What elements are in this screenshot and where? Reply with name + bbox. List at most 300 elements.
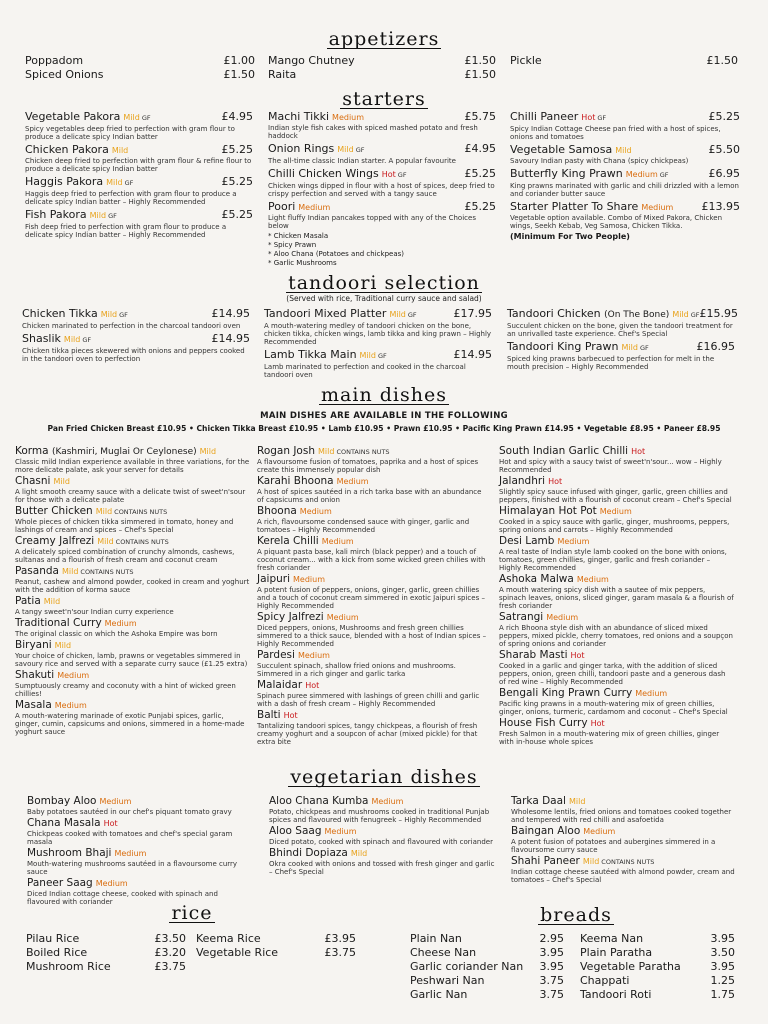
menu-item: [499, 649, 734, 686]
menu-item: [499, 611, 734, 648]
spice-level: Mild: [350, 849, 368, 858]
item-price: 3.95: [539, 960, 564, 973]
menu-item: [410, 974, 564, 988]
gluten-free-badge: GF: [639, 344, 649, 352]
item-description: Chicken tikka pieces skewered with onions and peppers cooked in the tandoori oven to perfection: [22, 347, 245, 363]
item-description: A mouth-watering medley of tandoori chicken on the bone, chicken tikka, chicken wings, lamb tikka and king prawn – Highly Recommended: [264, 322, 492, 346]
gluten-free-badge: GF: [397, 171, 407, 179]
spice-level: Medium: [557, 537, 590, 546]
item-description: Mouth-watering mushrooms sautéed in a flavoursome curry sauce: [27, 860, 238, 876]
item-description: A rich Bhoona style dish with an abundance of sliced mixed peppers, mixed pickle, cherry tomatoes, red onions and a soupçon of spring onions and coriander: [499, 624, 733, 648]
appetizers-col-1: [25, 54, 255, 82]
item-name: Ashoka Malwa: [499, 573, 574, 585]
appetizers-col-3: [510, 54, 738, 68]
starters-heading: starters: [342, 88, 426, 110]
item-price: £6.95: [708, 167, 740, 180]
item-description: Fresh Salmon in a mouth-watering mix of green chillies, ginger with in-house whole spices: [499, 730, 720, 746]
tandoori-col-3: [507, 307, 739, 373]
item-description: A potent fusion of peppers, onions, ginger, garlic, green chillies and a touch of coconut cream simmered in exotic Jaipuri spices – Highly Recommended: [257, 586, 485, 610]
menu-item: [25, 143, 253, 173]
breads-col-1: [410, 932, 564, 1002]
contains-nuts-badge: CONTAINS NUTS: [601, 858, 655, 866]
menu-item: [15, 669, 250, 698]
item-description: Spinach puree simmered with lashings of green chilli and garlic with a dash of fresh cream – Highly Recommended: [257, 692, 480, 708]
item-description: Chickpeas cooked with tomatoes and chef's special garam masala: [27, 830, 233, 846]
rice-col-1: [26, 932, 186, 974]
menu-item: [25, 54, 255, 68]
spice-level: Medium: [298, 203, 331, 212]
menu-item: [15, 475, 250, 504]
menu-item: [15, 699, 250, 736]
spice-level: Medium: [99, 797, 132, 806]
gluten-free-badge: GF: [82, 336, 92, 344]
tandoori-col-2: [264, 307, 492, 381]
item-description: Succulent chicken on the bone, given the tandoori treatment for an unrivalled taste experience. Chef's Special: [507, 322, 733, 338]
item-name: Mango Chutney: [268, 54, 355, 67]
item-name: Jalandhri: [499, 475, 546, 487]
menu-item: [27, 817, 252, 846]
item-description: Sumptuously creamy and coconuty with a hint of wicked green chillies!: [15, 682, 236, 698]
main-col-2: [257, 445, 489, 747]
spice-level: Mild: [53, 477, 70, 486]
item-name: Mushroom Bhaji: [27, 847, 112, 859]
item-price: £4.95: [464, 142, 496, 155]
item-description: King prawns marinated with garlic and chili drizzled with a lemon and coriander butter sauce: [510, 182, 739, 198]
appetizers-col-2: [268, 54, 496, 82]
item-name: Masala: [15, 699, 52, 711]
spice-level: Mild: [63, 335, 81, 344]
item-price: £5.25: [464, 167, 496, 180]
menu-item: [511, 855, 741, 884]
menu-item: [22, 332, 250, 363]
item-name: Malaidar: [257, 679, 303, 691]
item-description: Diced peppers, onions, Mushrooms and fresh green chillies simmered to a thick sauce, blended with a host of Indian spices – Highly Recommended: [257, 624, 487, 648]
item-name: Garlic coriander Nan: [410, 960, 524, 973]
rice-heading: rice: [171, 902, 213, 924]
spice-level: Mild: [568, 797, 586, 806]
spice-level: Mild: [337, 145, 354, 154]
gluten-free-badge: GF: [119, 311, 128, 319]
item-price: 3.75: [539, 974, 564, 987]
item-name: Plain Nan: [410, 932, 462, 945]
item-name: Aloo Saag: [269, 825, 322, 837]
item-name: Jaipuri: [257, 573, 291, 585]
spice-level: Medium: [635, 689, 668, 698]
item-name: Chicken Pakora: [25, 143, 109, 156]
gluten-free-badge: GF: [124, 179, 134, 187]
item-name: Raita: [268, 68, 297, 81]
item-description: Succulent spinach, shallow fried onions and mushrooms. Simmered in a rich ginger and garlic tarka: [257, 662, 456, 678]
item-name: Shahi Paneer: [511, 855, 580, 867]
spice-level: Mild: [582, 857, 600, 866]
menu-item: [499, 535, 734, 572]
item-description: Vegetable option available. Combo of Mixed Pakora, Chicken wings, Seekh Kebab, Veg Samosa, Chicken Tikka.: [510, 214, 723, 230]
spice-level: Medium: [583, 827, 616, 836]
item-description: Okra cooked with onions and tossed with fresh ginger and garlic – Chef's Special: [269, 860, 495, 876]
spice-level: Hot: [548, 477, 563, 486]
spice-level: Medium: [371, 797, 404, 806]
item-name: Creamy Jalfrezi: [15, 535, 95, 547]
menu-item: [257, 679, 489, 708]
item-name: Biryani: [15, 639, 52, 651]
spice-level: Hot: [570, 651, 585, 660]
starters-col-3: [510, 110, 740, 241]
menu-item: [499, 475, 734, 504]
spice-level: Medium: [546, 613, 579, 622]
spice-level: Medium: [625, 170, 658, 179]
gluten-free-badge: GF: [407, 311, 417, 319]
item-description: Fish deep fried to perfection with gram flour to produce a delicate spicy Indian batter – Highly Recommended: [25, 223, 227, 239]
item-name: Bengali King Prawn Curry: [499, 687, 633, 699]
menu-item: [257, 709, 489, 746]
menu-item: [264, 348, 492, 379]
item-description: Indian cottage cheese sautéed with almond powder, cream and tomatoes – Chef's Special: [511, 868, 735, 884]
menu-item: [196, 946, 356, 960]
gluten-free-badge: GF: [141, 114, 151, 122]
item-name: Tandoori Mixed Platter: [264, 307, 387, 320]
item-price: £5.25: [221, 175, 253, 188]
veg-col-1: [27, 795, 252, 907]
item-price: £3.75: [324, 946, 356, 959]
menu-item: [257, 573, 489, 610]
menu-item: [26, 932, 186, 946]
item-name: Fish Pakora: [25, 208, 87, 221]
rice-col-2: [196, 932, 356, 960]
item-price: £4.95: [221, 110, 253, 123]
spice-level: Hot: [581, 113, 596, 122]
item-description: Chicken wings dipped in flour with a host of spices, deep fried to crispy perfection and served with a tangy sauce: [268, 182, 495, 198]
menu-item: [410, 932, 564, 946]
item-name: Desi Lamb: [499, 535, 555, 547]
menu-item: [410, 988, 564, 1002]
item-name: Poori: [268, 200, 296, 213]
menu-item: [507, 307, 739, 338]
item-description: Spicy Indian Cottage Cheese pan fried with a host of spices, onions and tomatoes: [510, 125, 721, 141]
item-name: Garlic Nan: [410, 988, 468, 1001]
menu-item: [25, 175, 253, 206]
item-price: £17.95: [453, 307, 492, 320]
menu-item: [257, 611, 489, 648]
spice-level: Hot: [381, 170, 396, 179]
item-name: Korma: [15, 445, 49, 457]
spice-level: Medium: [332, 113, 365, 122]
menu-item: [257, 475, 489, 504]
item-price: £3.75: [154, 960, 186, 973]
gluten-free-badge: GF: [355, 146, 365, 154]
spice-level: Hot: [305, 681, 320, 690]
spice-level: Medium: [114, 849, 147, 858]
item-description: A delicately spiced combination of crunchy almonds, cashews, sultanas and a flourish of fresh cream and coconut cream: [15, 548, 235, 564]
item-description: Indian style fish cakes with spiced mashed potato and fresh haddock: [268, 124, 478, 140]
menu-item: [25, 110, 253, 141]
starters-col-1: [25, 110, 253, 241]
gluten-free-badge: GF: [108, 212, 117, 220]
item-name: Chasni: [15, 475, 51, 487]
item-description: Light fluffy Indian pancakes topped with any of the Choices below: [268, 214, 476, 230]
menu-item: [268, 54, 496, 68]
menu-item: [268, 200, 496, 230]
poori-choice: * Garlic Mushrooms: [268, 259, 337, 267]
menu-item: [580, 988, 735, 1002]
item-description: Diced Indian cottage cheese, cooked with spinach and flavoured with coriander: [27, 890, 218, 906]
menu-item: [269, 825, 499, 846]
item-name: Aloo Chana Kumba: [269, 795, 369, 807]
starters-col-2: [268, 110, 496, 268]
spice-level: Hot: [631, 447, 646, 456]
item-price: £14.95: [211, 307, 250, 320]
menu-item: [580, 974, 735, 988]
menu-item: [268, 142, 496, 165]
item-price: 3.95: [710, 932, 735, 945]
item-description: Cooked in a garlic and ginger tarka, with the addition of sliced peppers, onion, green chilli, tandoori paste and a generous dash of red wine – Highly Recommended: [499, 662, 726, 686]
item-description: Wholesome lentils, fried onions and tomatoes cooked together and tempered with red chilli and asafoetida: [511, 808, 732, 824]
item-description: Whole pieces of chicken tikka simmered in tomato, honey and lashings of cream and spices – Chef's Special: [15, 518, 234, 534]
menu-item: [26, 946, 186, 960]
menu-item: [499, 573, 734, 610]
item-name: Mushroom Rice: [26, 960, 111, 973]
item-name: Peshwari Nan: [410, 974, 485, 987]
item-price: £14.95: [211, 332, 250, 345]
gluten-free-badge: GF: [377, 352, 387, 360]
item-name: Tandoori Roti: [580, 988, 652, 1001]
item-description: Cooked in a spicy sauce with garlic, ginger, mushrooms, peppers, spring onions and carrots – Highly Recommended: [499, 518, 730, 534]
item-price: £5.25: [464, 200, 496, 213]
menu-item: [22, 307, 250, 330]
spice-level: Medium: [324, 827, 357, 836]
item-description: Chicken deep fried to perfection with gram flour & refine flour to produce a delicate spicy Indian batter: [25, 157, 252, 173]
tandoori-col-1: [22, 307, 250, 365]
spice-level: Medium: [599, 507, 632, 516]
menu-item: [257, 445, 489, 474]
menu-item: [268, 167, 496, 198]
spice-level: Medium: [57, 671, 90, 680]
item-description: Tantalizing tandoori spices, tangy chickpeas, a flourish of fresh creamy yoghurt and a soupcon of achar (mixed pickle) for that extra bite: [257, 722, 478, 746]
item-name: Onion Rings: [268, 142, 335, 155]
poori-choice: * Aloo Chana (Potatoes and chickpeas): [268, 250, 404, 258]
item-name: Traditional Curry: [15, 617, 102, 629]
item-name: Keema Nan: [580, 932, 644, 945]
item-name: Bombay Aloo: [27, 795, 97, 807]
item-name: House Fish Curry: [499, 717, 588, 729]
item-name: Balti: [257, 709, 281, 721]
item-name: Bhoona: [257, 505, 297, 517]
platter-note: (Minimum For Two People): [510, 232, 630, 241]
item-description: Your choice of chicken, lamb, prawns or vegetables simmered in savoury rice and served with a separate curry sauce (£1.25 extra): [15, 652, 248, 668]
menu-item: [499, 505, 734, 534]
item-name: Vegetable Samosa: [510, 143, 613, 156]
menu-item: [257, 535, 489, 572]
menu-item: [269, 847, 499, 876]
spice-level: Medium: [297, 651, 330, 660]
item-name: Rogan Josh: [257, 445, 315, 457]
menu-item: [15, 505, 250, 534]
menu-item: [26, 960, 186, 974]
item-name: Machi Tikki: [268, 110, 330, 123]
item-price: 2.95: [539, 932, 564, 945]
menu-item: [510, 200, 740, 230]
item-description: A flavoursome fusion of tomatoes, paprika and a host of spices create this immensely popular dish: [257, 458, 479, 474]
spice-level: Hot: [590, 719, 605, 728]
item-name: Tarka Daal: [511, 795, 566, 807]
item-description: Pacific king prawns in a mouth-watering mix of green chillies, ginger, onions, turmeric, cardamom and coconut – Chef's Special: [499, 700, 728, 716]
spice-level: Medium: [336, 477, 369, 486]
item-description: A tangy sweet'n'sour Indian curry experience: [15, 608, 174, 616]
item-name: Chilli Paneer: [510, 110, 579, 123]
item-description: Potato, chickpeas and mushrooms cooked in traditional Punjab spices and flavoured with fenugreek – Highly Recommended: [269, 808, 490, 824]
spice-level: Medium: [293, 575, 326, 584]
item-name: Vegetable Paratha: [580, 960, 681, 973]
item-price: £5.75: [464, 110, 496, 123]
spice-level: Mild: [100, 310, 118, 319]
poori-choice: * Chicken Masala: [268, 232, 329, 240]
item-price: £1.50: [223, 68, 255, 81]
spice-level: Mild: [106, 178, 123, 187]
veg-col-2: [269, 795, 499, 877]
item-name: Starter Platter To Share: [510, 200, 639, 213]
menu-item: [15, 445, 250, 474]
item-price: £14.95: [453, 348, 492, 361]
item-name: Spicy Jalfrezi: [257, 611, 324, 623]
item-description: Hot and spicy with a saucy twist of sweet'n'sour... wow – Highly Recommended: [499, 458, 722, 474]
item-name: Pasanda: [15, 565, 59, 577]
main-col-3: [499, 445, 734, 747]
spice-level: Mild: [621, 343, 638, 352]
item-price: £5.25: [221, 143, 253, 156]
item-price: £16.95: [696, 340, 735, 353]
item-description: Baby potatoes sautéed in our chef's piquant tomato gravy: [27, 808, 232, 816]
item-price: £3.95: [324, 932, 356, 945]
item-name: Lamb Tikka Main: [264, 348, 357, 361]
menu-item: [510, 110, 740, 141]
item-name: Karahi Bhoona: [257, 475, 334, 487]
spice-level: Medium: [641, 203, 674, 212]
menu-item: [257, 649, 489, 678]
spice-level: Mild: [615, 146, 632, 155]
contains-nuts-badge: CONTAINS NUTS: [336, 448, 390, 456]
menu-item: [25, 208, 253, 239]
spice-level: Mild: [318, 447, 335, 456]
item-description: Spiced king prawns barbecued to perfection for melt in the mouth precision – Highly Recommended: [507, 355, 715, 371]
item-price: £3.20: [154, 946, 186, 959]
spice-level: Mild: [54, 641, 72, 650]
menu-item: [499, 717, 734, 746]
spice-level: Medium: [95, 879, 128, 888]
item-price: £1.50: [464, 68, 496, 81]
breads-heading: breads: [540, 904, 612, 926]
item-price: 3.75: [539, 988, 564, 1001]
item-description: Classic mild Indian experience available in three variations, for the more delicate palate, ask your server for details: [15, 458, 250, 474]
item-price: 3.95: [539, 946, 564, 959]
menu-item: [410, 960, 564, 974]
menu-item: [580, 946, 735, 960]
menu-item: [511, 825, 741, 854]
spice-level: Medium: [104, 619, 137, 628]
item-name: Vegetable Pakora: [25, 110, 121, 123]
appetizers-heading: appetizers: [328, 28, 440, 50]
menu-item: [499, 445, 734, 474]
item-name: Chana Masala: [27, 817, 101, 829]
contains-nuts-badge: CONTAINS NUTS: [80, 568, 134, 576]
menu-item: [499, 687, 734, 716]
menu-item: [15, 535, 250, 564]
menu-item: [27, 795, 252, 816]
menu-item: [15, 639, 250, 668]
item-price: 1.75: [710, 988, 735, 1001]
tandoori-heading: tandoori selection: [288, 272, 480, 294]
item-name: Butterfly King Prawn: [510, 167, 623, 180]
spice-level: Medium: [54, 701, 87, 710]
item-description: Haggis deep fried to perfection with gram flour to produce a delicate spicy Indian batter – Highly Recommended: [25, 190, 237, 206]
menu-item: [27, 847, 252, 876]
gluten-free-badge: GF: [597, 114, 607, 122]
item-description: The original classic on which the Ashoka Empire was born: [15, 630, 218, 638]
menu-item: [510, 54, 738, 68]
item-price: £1.50: [706, 54, 738, 67]
spice-level: Medium: [326, 613, 359, 622]
menu-item: [510, 143, 740, 165]
menu-item: [580, 960, 735, 974]
item-price: £13.95: [701, 200, 740, 213]
item-price: £1.00: [223, 54, 255, 67]
item-name: Vegetable Rice: [196, 946, 279, 959]
item-description: A mouth-watering marinade of exotic Punjabi spices, garlic, ginger, cumin, capsicums and onions, simmered in a home-made yoghurt sauce: [15, 712, 245, 736]
spice-level: Mild: [97, 537, 114, 546]
main-col-1: [15, 445, 250, 737]
spice-level: Mild: [95, 507, 113, 516]
item-name: Kerela Chilli: [257, 535, 319, 547]
gluten-free-badge: GF: [659, 171, 669, 179]
spice-level: Mild: [389, 310, 406, 319]
menu-item: [264, 307, 492, 346]
spice-level: Mild: [199, 447, 217, 456]
item-name: Haggis Pakora: [25, 175, 104, 188]
item-name: Satrangi: [499, 611, 544, 623]
menu-item: [257, 505, 489, 534]
gluten-free-badge: GF: [690, 311, 700, 319]
menu-item: [196, 932, 356, 946]
item-description: Slightly spicy sauce infused with ginger, garlic, green chillies and peppers, finished with a flourish of coconut cream – Chef's Special: [499, 488, 732, 504]
item-name: Paneer Saag: [27, 877, 93, 889]
item-description: A mouth watering spicy dish with a sautee of mix peppers, spinach leaves, onions, sliced ginger, garam masala & a flourish of fresh coriander: [499, 586, 734, 610]
menu-item: [15, 565, 250, 594]
spice-level: Mild: [111, 146, 129, 155]
item-name: South Indian Garlic Chilli: [499, 445, 629, 457]
item-description: Diced potato, cooked with spinach and flavoured with coriander: [269, 838, 493, 846]
menu-item: [15, 617, 250, 638]
item-name: Butter Chicken: [15, 505, 93, 517]
contains-nuts-badge: CONTAINS NUTS: [114, 508, 168, 516]
menu-item: [507, 340, 735, 371]
menu-item: [510, 167, 740, 198]
item-name: Bhindi Dopiaza: [269, 847, 348, 859]
spice-level: Hot: [103, 819, 118, 828]
item-name: Patia: [15, 595, 41, 607]
item-price: £15.95: [699, 307, 739, 320]
item-price: £5.50: [708, 143, 740, 156]
item-name: Shaslik: [22, 332, 61, 345]
item-name: Shakuti: [15, 669, 55, 681]
spice-level: Mild: [672, 310, 689, 319]
item-name: Chappati: [580, 974, 630, 987]
item-description: A host of spices sautéed in a rich tarka base with an abundance of capsicums and onion: [257, 488, 482, 504]
item-description: A real taste of Indian style lamb cooked on the bone with onions, tomatoes, green chillies, ginger, garlic and fresh coriander – Highly Recommended: [499, 548, 727, 572]
menu-item: [511, 795, 741, 824]
item-price: £1.50: [464, 54, 496, 67]
spice-level: Medium: [576, 575, 609, 584]
main-available: MAIN DISHES ARE AVAILABLE IN THE FOLLOWING: [260, 411, 508, 421]
menu-item: [268, 110, 496, 140]
menu-item: [580, 932, 735, 946]
